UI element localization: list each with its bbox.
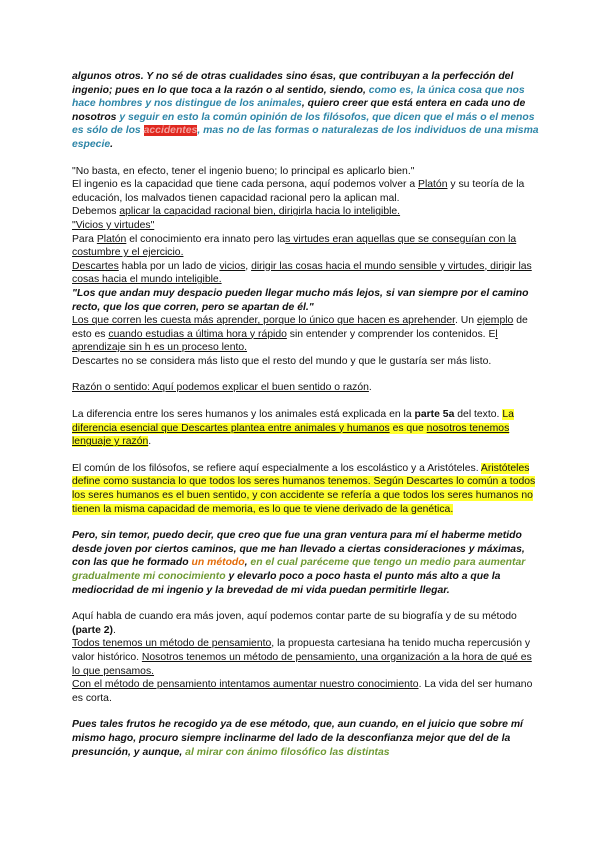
note-paragraph: Descartes no se considera más listo que el resto del mundo y que le gustaría ser más listo. (72, 355, 492, 367)
note-paragraph (72, 637, 542, 678)
note-text: el conocimiento era innato pero la (126, 233, 286, 245)
quote-blue-text: , mas no de las formas o naturalezas de los individuos de una misma especie (72, 125, 539, 150)
quote-paragraph-2: "Los que andan muy despacio pueden llegar mucho más lejos, si van siempre por el camino recto, que los que corren, pero se apartan de él." (72, 287, 529, 313)
underlined-text: Descartes (72, 260, 119, 272)
underlined-text: s virtudes eran aquellas que se conseguían con la costumbre y el ejercicio. (72, 233, 517, 259)
highlighted-text: Aristóteles define como sustancia lo que todos los seres humanos tenemos. Según Descartes lo común a todos los seres humanos es el buen sentido, y con accidente se refería a que todos los seres humanos no tienen la misma capacidad de memoria, es lo que te viene derivado de la genética. (72, 462, 536, 515)
underlined-text: Todos tenemos un método de pensamiento (72, 638, 272, 650)
note-text: Para (72, 233, 97, 245)
note-text: del texto. (454, 409, 503, 421)
note-text: habla por un lado de (118, 260, 220, 272)
highlighted-underlined-text: nosotros tenemos (426, 422, 510, 434)
quote-text: , (244, 557, 251, 569)
note-paragraph (72, 178, 542, 205)
quote-line: "No basta, en efecto, tener el ingenio bueno; lo principal es aplicarlo bien." (72, 165, 415, 177)
underlined-text: ejemplo (476, 315, 514, 327)
quote-paragraph-4 (72, 718, 542, 759)
underlined-text: l aprendizaje sin h es un proceso lento. (72, 328, 498, 354)
note-heading: "Vicios y virtudes" (72, 219, 155, 231)
note-paragraph (72, 610, 542, 637)
quote-paragraph-1 (72, 70, 542, 152)
underlined-text: Con el método de pensamiento intentamos aumentar nuestro conocimiento (72, 679, 419, 691)
quote-text: Pero, sin temor, puedo decir, que creo que fue una gran ventura para mí el haberme metido desde joven por ciertos caminos, que me han llevado a ciertas consideraciones y máximas, con las que he formado (72, 530, 525, 569)
note-text: . (113, 624, 116, 636)
note-text: La diferencia entre los seres humanos y los animales está explicada en la (72, 409, 415, 421)
quote-blue-text: y seguir en esto la común opinión de los filósofos, que dicen que el más o el menos es sólo de los (72, 111, 535, 137)
highlighted-underlined-text: lenguaje y razón (72, 436, 149, 448)
highlighted-text: es que (389, 422, 427, 434)
note-paragraph (72, 678, 542, 705)
underlined-text: Los que corren les cuesta más aprender, porque lo único que hacen es aprehender (72, 315, 455, 327)
quote-orange-text: un método (188, 557, 245, 569)
note-text: y su teoría de la educación, los malvados tienen capacidad racional pero la aplican mal. (72, 179, 525, 204)
note-text: sin entender y comprender los contenidos. E (286, 328, 496, 340)
underlined-text: Platón (96, 233, 127, 245)
quote-text: algunos otros. Y no sé de otras cualidades sino ésas, que contribuyan a la perfección del ingenio; pues en lo que toca a la razón o al sentido, siendo, (72, 71, 514, 96)
underlined-text: Nosotros tenemos un método de pensamiento, una organización a la hora de qué es lo que pensamos. (72, 651, 532, 677)
highlighted-text: La (502, 409, 514, 421)
underlined-text: cuando estudias a última hora y rápido (108, 328, 287, 340)
note-paragraph (72, 233, 542, 260)
note-text: . Un (454, 315, 477, 327)
quote-blue-text: como es, la única cosa que nos hace hombres y nos distingue de los animales (72, 84, 525, 110)
underlined-text: Platón (418, 179, 448, 191)
note-text: El ingenio es la capacidad que tiene cada persona, aquí podemos volver a (72, 179, 419, 191)
note-text: de esto es (72, 315, 528, 340)
underlined-text: Razón o sentido: Aquí podemos explicar el buen sentido o razón (72, 382, 369, 394)
highlight-accidentes: accidentes (143, 125, 198, 137)
underlined-text: dirigir las cosas hacia el mundo sensible y virtudes, dirigir las cosas hacia el mundo inteligible. (72, 260, 532, 286)
note-text: , la propuesta cartesiana ha tenido mucha repercusión y valor histórico. (72, 638, 531, 663)
note-text: . (148, 436, 152, 448)
note-text: Aquí habla de cuando era más joven, aquí podemos contar parte de su biografía y de su método (72, 611, 517, 623)
note-text: El común de los filósofos, se refiere aquí especialmente a los escolástico y a Aristóteles. (72, 462, 481, 474)
note-text: . (368, 382, 372, 394)
quote-text: . (110, 138, 114, 150)
underlined-text: aplicar la capacidad racional bien, dirigirla hacia lo inteligible. (119, 206, 401, 218)
quote-text: , quiero creer que está entera en cada uno de nosotros (72, 98, 526, 123)
quote-text: Pues tales frutos he recogido ya de ese método, que, aun cuando, en el juicio que sobre mí mismo hago, procuro siempre inclinarme del lado de la desconfianza mejor que del de la presunción, y aunque, (72, 719, 523, 758)
note-text: , (245, 260, 252, 272)
quote-text: y elevarlo poco a poco hasta el punto más alto a que la mediocridad de mi ingenio y la brevedad de mi vida puedan permitirle llegar (72, 571, 501, 596)
quote-paragraph-3 (72, 529, 542, 597)
underlined-text: vicios (219, 260, 246, 272)
note-paragraph (72, 260, 542, 287)
note-paragraph (72, 408, 542, 449)
quote-green-text: al mirar con ánimo filosófico las distintas (185, 746, 390, 758)
note-paragraph (72, 205, 542, 219)
note-heading (72, 381, 542, 395)
quote-green-text: en el cual paréceme que tengo un medio para aumentar gradualmente mi conocimiento (72, 557, 526, 582)
bold-text: parte 5a (414, 409, 455, 421)
note-paragraph (72, 462, 542, 516)
bold-text: (parte 2) (72, 624, 113, 636)
note-paragraph (72, 314, 542, 355)
note-text: . La vida del ser humano es corta. (72, 679, 533, 704)
highlighted-underlined-text: diferencia esencial que Descartes plantea entre animales y humanos (72, 422, 390, 434)
quote-text: . (446, 584, 450, 596)
note-text: Debemos (72, 206, 120, 218)
